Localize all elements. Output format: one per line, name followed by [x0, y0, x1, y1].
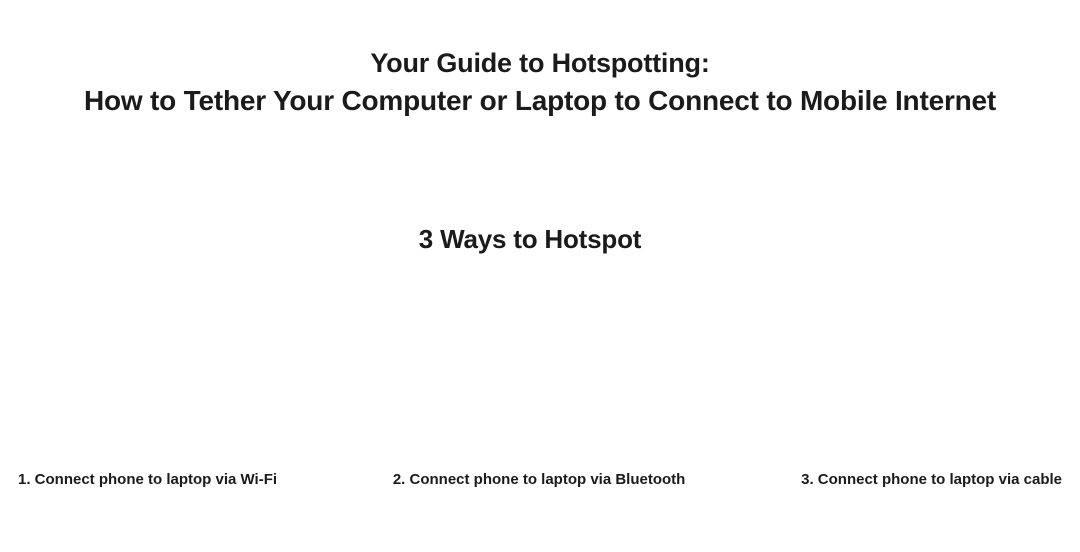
- list-item: 3. Connect phone to laptop via cable: [801, 471, 1062, 488]
- section-heading-text: 3 Ways to Hotspot: [418, 224, 642, 254]
- title-line-1: Your Guide to Hotspotting:: [370, 48, 710, 78]
- list-item: 2. Connect phone to laptop via Bluetooth: [392, 471, 686, 488]
- list-item: 1. Connect phone to laptop via Wi-Fi: [18, 471, 278, 488]
- ways-list: [0, 470, 1080, 530]
- page-title: [0, 44, 1080, 120]
- section-heading: [0, 224, 1080, 255]
- title-line-2: How to Tether Your Computer or Laptop to Connect to Mobile Internet: [83, 85, 997, 116]
